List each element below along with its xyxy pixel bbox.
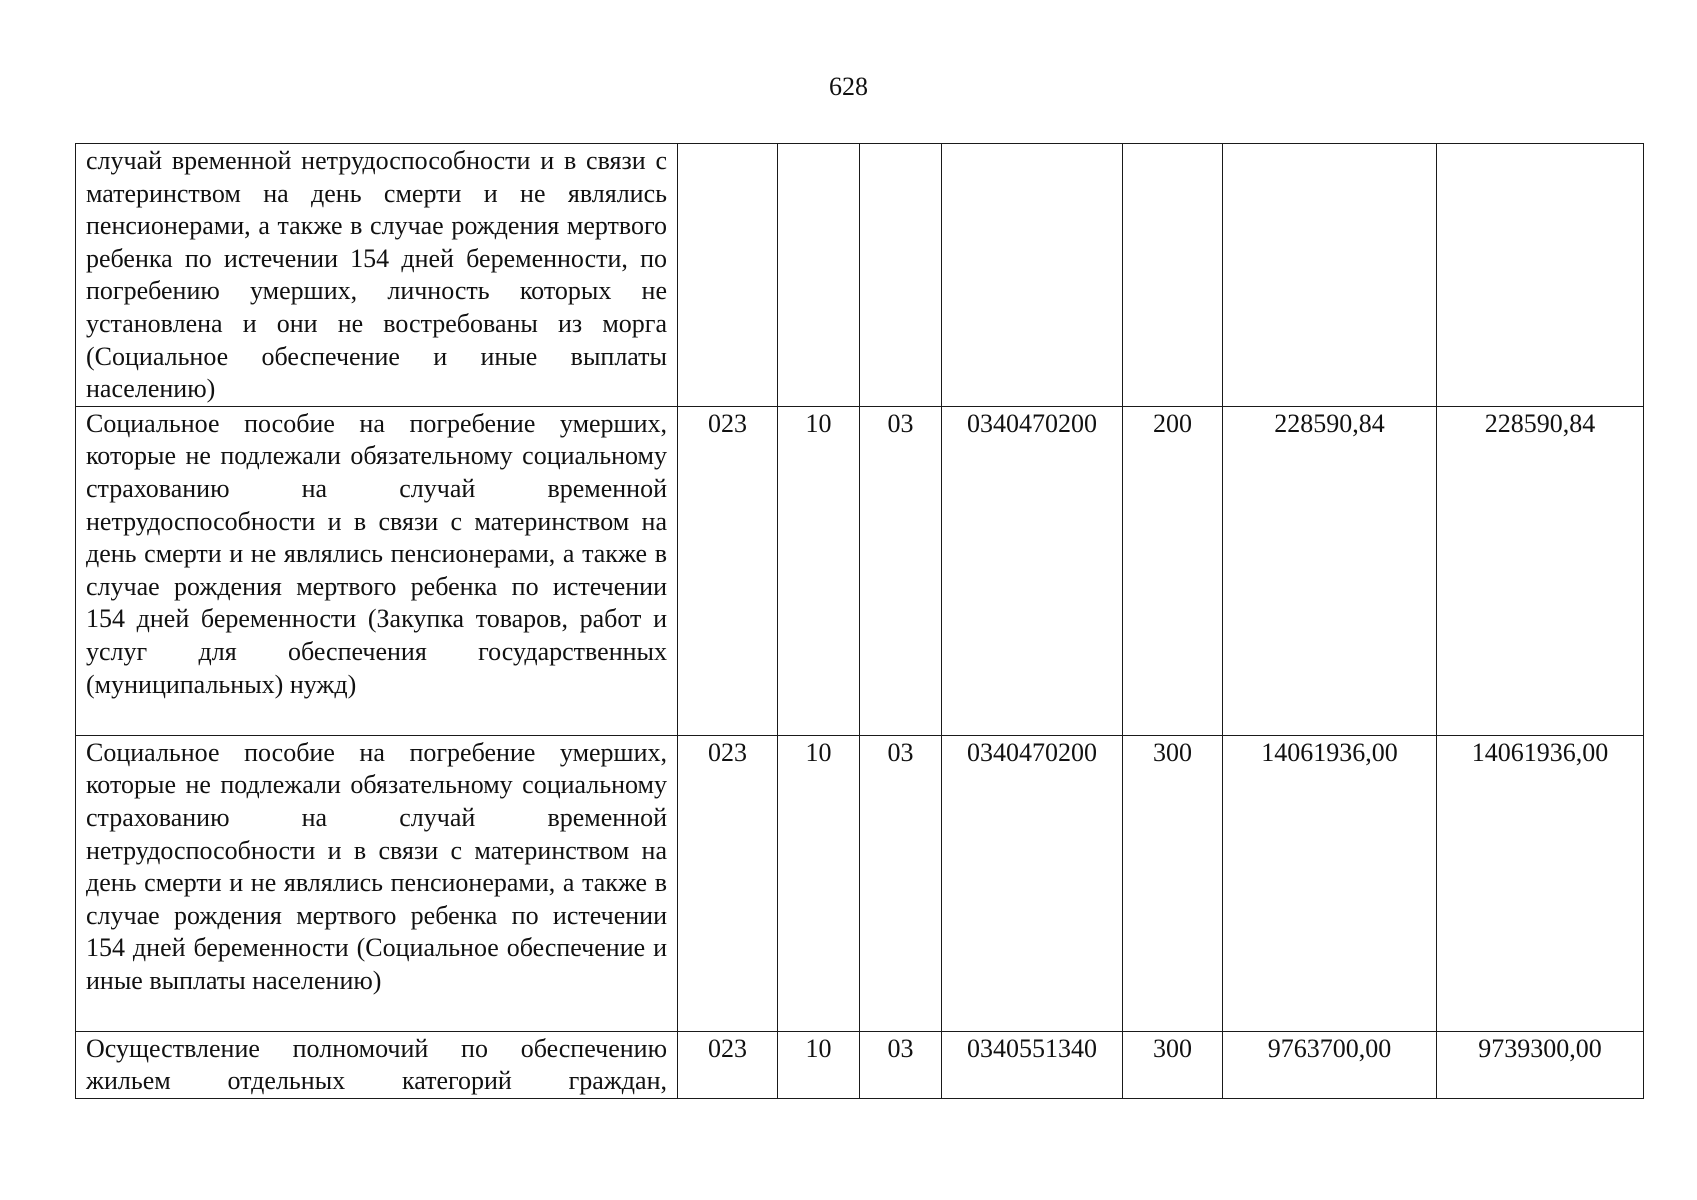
target-article-code — [942, 144, 1123, 407]
page-number: 628 — [829, 72, 868, 101]
row-description: Социальное пособие на погребение умерших, которые не подлежали обязательному социальному страхованию на случай временной нетрудоспособности и в связи с материнством на день смерти и не являлись пенсионерами, а также в случае рождения мертвого ребенка по истечении 154 дней беременности (Социальное обеспечение и иные выплаты населению) — [76, 735, 678, 1031]
expense-type-code: 300 — [1123, 1031, 1223, 1098]
table-row — [76, 1031, 1644, 1098]
section-code: 10 — [778, 735, 860, 1031]
table-row — [76, 144, 1644, 407]
ministry-code: 023 — [678, 1031, 778, 1098]
amount-actual: 9739300,00 — [1437, 1031, 1644, 1098]
amount-plan: 14061936,00 — [1223, 735, 1437, 1031]
subsection-code: 03 — [860, 406, 942, 735]
expense-type-code: 300 — [1123, 735, 1223, 1031]
ministry-code — [678, 144, 778, 407]
amount-plan: 228590,84 — [1223, 406, 1437, 735]
amount-plan: 9763700,00 — [1223, 1031, 1437, 1098]
section-code: 10 — [778, 1031, 860, 1098]
section-code — [778, 144, 860, 407]
ministry-code: 023 — [678, 406, 778, 735]
target-article-code: 0340470200 — [942, 406, 1123, 735]
expense-type-code: 200 — [1123, 406, 1223, 735]
subsection-code — [860, 144, 942, 407]
target-article-code: 0340470200 — [942, 735, 1123, 1031]
amount-actual: 228590,84 — [1437, 406, 1644, 735]
ministry-code: 023 — [678, 735, 778, 1031]
subsection-code: 03 — [860, 1031, 942, 1098]
amount-plan — [1223, 144, 1437, 407]
row-description: случай временной нетрудоспособности и в связи с материнством на день смерти и не являлись пенсионерами, а также в случае рождения мертвого ребенка по истечении 154 дней беременности, по погребению умерших, личность которых не установлена и они не востребованы из морга (Социальное обеспечение и иные выплаты населению) — [76, 144, 678, 407]
table-row — [76, 406, 1644, 735]
target-article-code: 0340551340 — [942, 1031, 1123, 1098]
row-description: Социальное пособие на погребение умерших, которые не подлежали обязательному социальному страхованию на случай временной нетрудоспособности и в связи с материнством на день смерти и не являлись пенсионерами, а также в случае рождения мертвого ребенка по истечении 154 дней беременности (Закупка товаров, работ и услуг для обеспечения государственных (муниципальных) нужд) — [76, 406, 678, 735]
section-code: 10 — [778, 406, 860, 735]
table-row — [76, 735, 1644, 1031]
row-description: Осуществление полномочий по обеспечению жильем отдельных категорий граждан, — [76, 1031, 678, 1098]
budget-table — [75, 143, 1644, 1099]
amount-actual — [1437, 144, 1644, 407]
amount-actual: 14061936,00 — [1437, 735, 1644, 1031]
expense-type-code — [1123, 144, 1223, 407]
subsection-code: 03 — [860, 735, 942, 1031]
